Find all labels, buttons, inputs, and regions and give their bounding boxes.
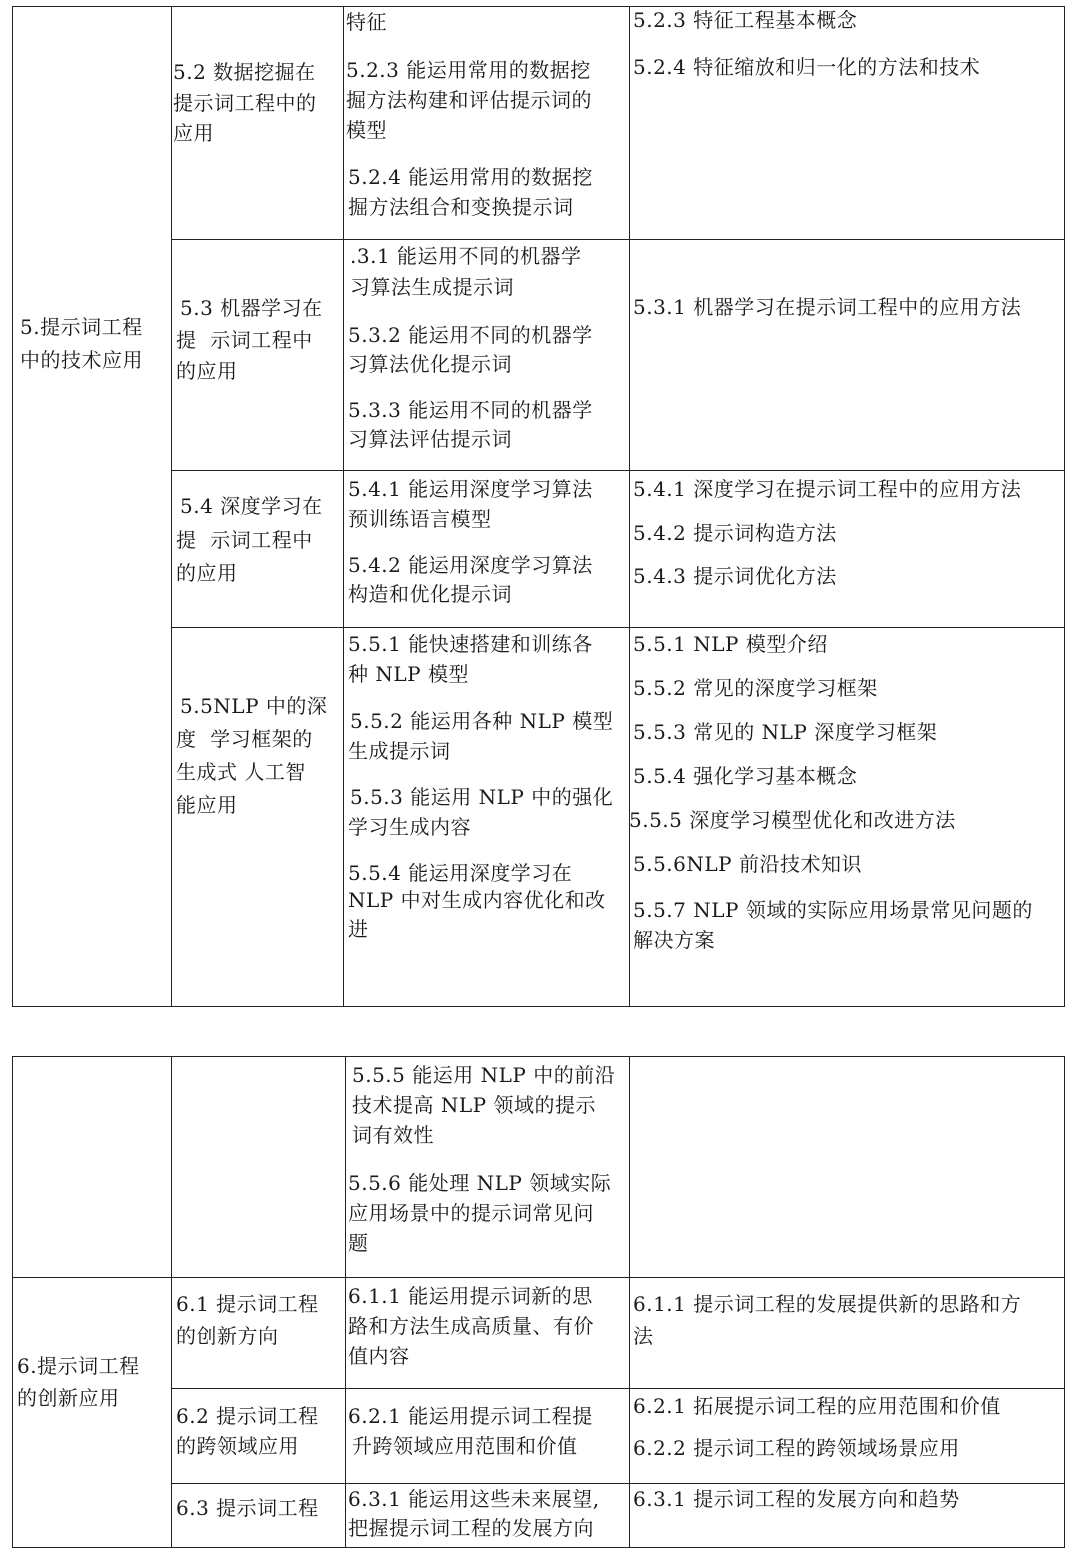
text-line: 6.提示词工程: [17, 1354, 140, 1378]
text-line: 习算法生成提示词: [350, 275, 514, 299]
row-divider: [171, 627, 1064, 628]
text-line: 种 NLP 模型: [348, 662, 469, 686]
text-line: 5.5.1 能快速搭建和训练各: [348, 632, 593, 656]
text-line: 5.4.2 能运用深度学习算法: [348, 553, 593, 577]
text-line: 5.5.1 NLP 模型介绍: [633, 632, 828, 656]
text-line: 习算法优化提示词: [348, 352, 512, 376]
row-divider: [171, 239, 1064, 240]
text-line: 生成式 人工智: [176, 760, 306, 784]
text-line: 路和方法生成高质量、有价: [348, 1314, 594, 1338]
text-line: 5.5.4 强化学习基本概念: [633, 764, 858, 788]
text-line: 5.5.3 常见的 NLP 深度学习框架: [633, 720, 938, 744]
text-line: 6.1.1 能运用提示词新的思: [348, 1284, 593, 1308]
text-line: 5.5NLP 中的深: [180, 694, 328, 718]
text-line: 5.5.6NLP 前沿技术知识: [633, 852, 862, 876]
text-line: 的创新应用: [17, 1386, 120, 1410]
text-line: 5.4.1 深度学习在提示词工程中的应用方法: [633, 477, 1022, 501]
text-line: 5.3.2 能运用不同的机器学: [348, 323, 593, 347]
text-line: 5.5.2 常见的深度学习框架: [633, 676, 878, 700]
text-line: 6.2.1 拓展提示词工程的应用范围和价值: [633, 1394, 1001, 1418]
text-line: 模型: [346, 118, 387, 142]
text-line: 6.3.1 提示词工程的发展方向和趋势: [633, 1487, 960, 1511]
text-line: 词有效性: [352, 1123, 434, 1147]
text-line: 提示词工程中的: [173, 91, 317, 115]
text-line: 预训练语言模型: [348, 507, 492, 531]
text-line: NLP 中对生成内容优化和改: [348, 888, 606, 912]
text-line: 5.5.3 能运用 NLP 中的强化: [350, 785, 614, 809]
text-line: 5.2.4 能运用常用的数据挖: [348, 165, 593, 189]
text-line: 解决方案: [633, 928, 715, 952]
text-line: 提 示词工程中: [176, 328, 313, 352]
column-divider: [171, 7, 172, 1006]
text-line: 5.2 数据挖掘在: [173, 60, 316, 84]
text-line: 生成提示词: [348, 739, 451, 763]
row-divider: [171, 470, 1064, 471]
text-line: 5.4.1 能运用深度学习算法: [348, 477, 593, 501]
text-line: 提 示词工程中: [176, 528, 313, 552]
table-1: [12, 6, 1065, 1007]
text-line: .3.1 能运用不同的机器学: [350, 244, 582, 268]
row-divider: [13, 1277, 1064, 1278]
text-line: 5.5.5 深度学习模型优化和改进方法: [629, 808, 956, 832]
column-divider: [629, 1057, 630, 1547]
text-line: 5.5.5 能运用 NLP 中的前沿: [352, 1063, 616, 1087]
text-line: 5.4.2 提示词构造方法: [633, 521, 837, 545]
text-line: 6.2.1 能运用提示词工程提: [348, 1404, 593, 1428]
text-line: 5.4.3 提示词优化方法: [633, 564, 837, 588]
text-line: 值内容: [348, 1344, 410, 1368]
text-line: 法: [633, 1324, 654, 1348]
text-line: 5.3.3 能运用不同的机器学: [348, 398, 593, 422]
row-divider: [171, 1483, 1064, 1484]
text-line: 中的技术应用: [20, 348, 143, 372]
text-line: 掘方法组合和变换提示词: [348, 195, 574, 219]
text-line: 6.3.1 能运用这些未来展望,: [348, 1487, 600, 1511]
text-line: 5.2.3 能运用常用的数据挖: [346, 58, 591, 82]
text-line: 特征: [346, 10, 387, 34]
text-line: 的创新方向: [176, 1324, 279, 1348]
text-line: 的应用: [176, 359, 238, 383]
text-line: 5.5.2 能运用各种 NLP 模型: [350, 709, 614, 733]
text-line: 进: [348, 917, 369, 941]
text-line: 的跨领域应用: [176, 1434, 299, 1458]
text-line: 5.提示词工程: [20, 315, 143, 339]
column-divider: [629, 7, 630, 1006]
text-line: 5.4 深度学习在: [180, 494, 323, 518]
text-line: 构造和优化提示词: [348, 582, 512, 606]
row-divider: [171, 1388, 1064, 1389]
text-line: 5.5.6 能处理 NLP 领域实际: [348, 1171, 612, 1195]
column-divider: [171, 1057, 172, 1547]
text-line: 5.3.1 机器学习在提示词工程中的应用方法: [633, 295, 1022, 319]
text-line: 应用场景中的提示词常见问: [348, 1201, 594, 1225]
column-divider: [343, 7, 344, 1006]
text-line: 习算法评估提示词: [348, 427, 512, 451]
text-line: 6.3 提示词工程: [176, 1496, 319, 1520]
text-line: 5.5.7 NLP 领域的实际应用场景常见问题的: [633, 898, 1033, 922]
text-line: 技术提高 NLP 领域的提示: [352, 1093, 596, 1117]
text-line: 5.2.4 特征缩放和归一化的方法和技术: [633, 55, 981, 79]
text-line: 度 学习框架的: [176, 727, 313, 751]
text-line: 把握提示词工程的发展方向: [348, 1516, 594, 1540]
text-line: 6.1 提示词工程: [176, 1292, 319, 1316]
text-line: 应用: [173, 121, 214, 145]
text-line: 学习生成内容: [348, 815, 471, 839]
text-line: 能应用: [176, 793, 238, 817]
text-line: 掘方法构建和评估提示词的: [346, 88, 592, 112]
text-line: 6.2.2 提示词工程的跨领域场景应用: [633, 1436, 960, 1460]
text-line: 5.2.3 特征工程基本概念: [633, 8, 858, 32]
text-line: 6.2 提示词工程: [176, 1404, 319, 1428]
text-line: 的应用: [176, 561, 238, 585]
text-line: 升跨领域应用范围和价值: [352, 1434, 578, 1458]
text-line: 题: [348, 1231, 369, 1255]
text-line: 5.3 机器学习在: [180, 296, 323, 320]
column-divider: [345, 1057, 346, 1547]
text-line: 6.1.1 提示词工程的发展提供新的思路和方: [633, 1292, 1022, 1316]
text-line: 5.5.4 能运用深度学习在: [348, 861, 573, 885]
